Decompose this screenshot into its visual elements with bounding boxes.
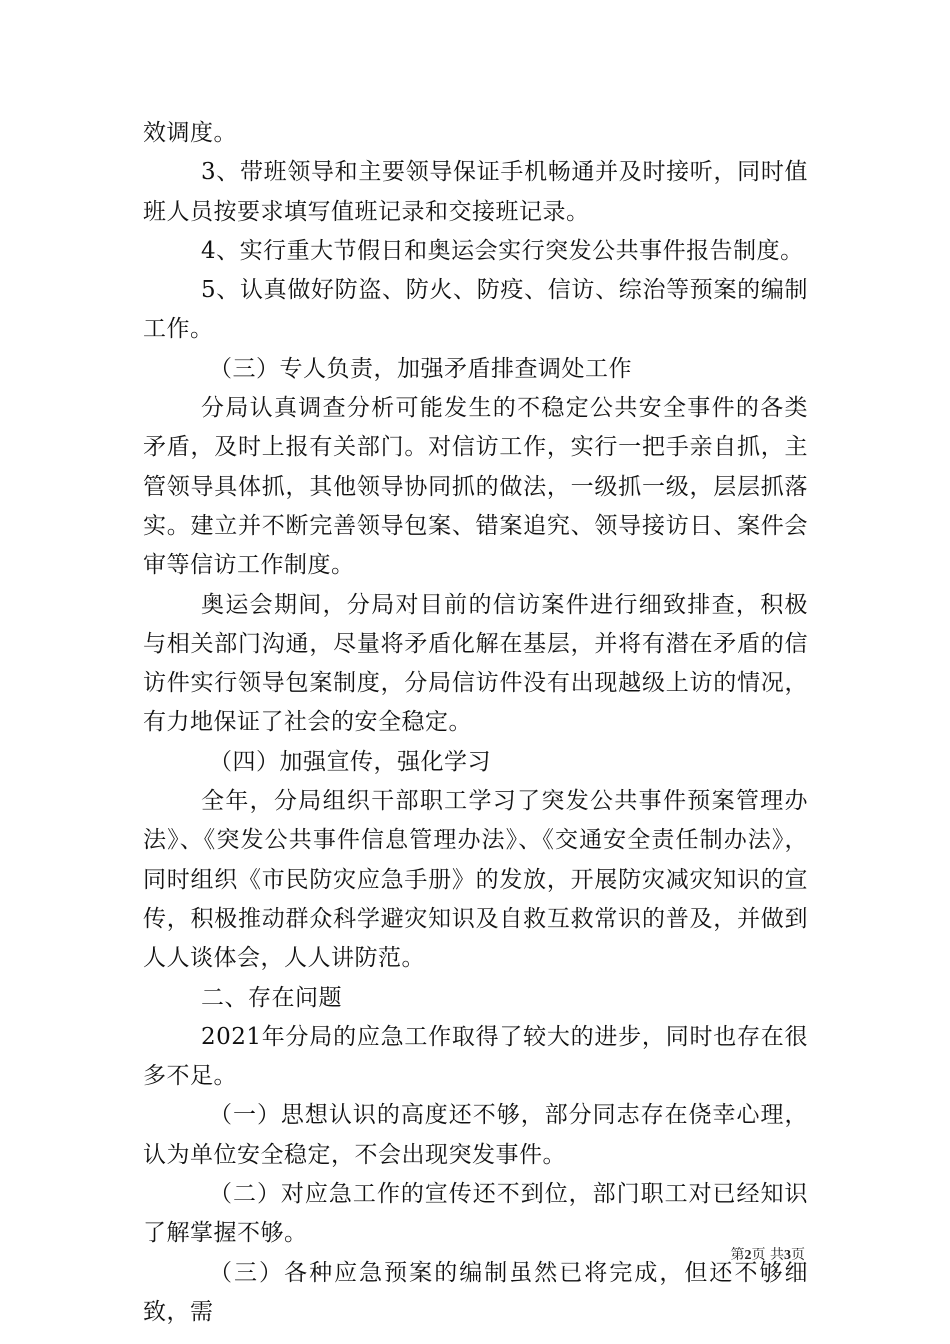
section-heading-3: （三）专人负责，加强矛盾排查调处工作 bbox=[209, 355, 632, 382]
problem-item-3: （三）各种应急预案的编制虽然已将完成，但还不够细致，需 bbox=[143, 1259, 808, 1325]
page-footer bbox=[731, 1246, 805, 1265]
paragraph-item-5: 5、认真做好防盗、防火、防疫、信访、综治等预案的编制工作。 bbox=[143, 277, 808, 343]
document-body bbox=[143, 114, 808, 1332]
paragraph-continuation: 效调度。 bbox=[143, 120, 237, 146]
footer-middle: 页 共 bbox=[751, 1247, 784, 1263]
footer-total-pages: 3 bbox=[784, 1248, 791, 1263]
paragraph-item-3: 3、带班领导和主要领导保证手机畅通并及时接听，同时值班人员按要求填写值班记录和交接班记录。 bbox=[143, 159, 808, 225]
footer-suffix: 页 bbox=[791, 1247, 805, 1263]
problem-item-1: （一）思想认识的高度还不够，部分同志存在侥幸心理，认为单位安全稳定，不会出现突发事件。 bbox=[143, 1102, 808, 1168]
footer-current-page: 2 bbox=[744, 1248, 752, 1263]
paragraph-contradiction-check: 分局认真调查分析可能发生的不稳定公共安全事件的各类矛盾，及时上报有关部门。对信访工作，实行一把手亲自抓，主管领导具体抓，其他领导协同抓的做法，一级抓一级，层层抓落实。建立并不断完善领导包案、错案追究、领导接访日、案件会审等信访工作制度。 bbox=[143, 395, 808, 579]
paragraph-2021-summary: 2021年分局的应急工作取得了较大的进步，同时也存在很多不足。 bbox=[143, 1023, 808, 1090]
problem-item-2: （二）对应急工作的宣传还不到位，部门职工对已经知识了解掌握不够。 bbox=[143, 1181, 808, 1247]
footer-prefix: 第 bbox=[730, 1247, 745, 1263]
section-heading-problems: 二、存在问题 bbox=[201, 984, 342, 1011]
paragraph-annual-study: 全年，分局组织干部职工学习了突发公共事件预案管理办法》、《突发公共事件信息管理办法》、《交通安全责任制办法》，同时组织《市民防灾应急手册》的发放，开展防灾减灾知识的宣传，积极推动群众科学避灾知识及自救互救常识的普及，并做到人人谈体会，人人讲防范。 bbox=[143, 788, 808, 972]
paragraph-olympics-period: 奥运会期间，分局对目前的信访案件进行细致排查，积极与相关部门沟通，尽量将矛盾化解在基层，并将有潜在矛盾的信访件实行领导包案制度，分局信访件没有出现越级上访的情况，有力地保证了社会的安全稳定。 bbox=[143, 591, 808, 736]
paragraph-item-4: 4、实行重大节假日和奥运会实行突发公共事件报告制度。 bbox=[201, 237, 804, 264]
section-heading-4: （四）加强宣传，强化学习 bbox=[209, 748, 491, 775]
